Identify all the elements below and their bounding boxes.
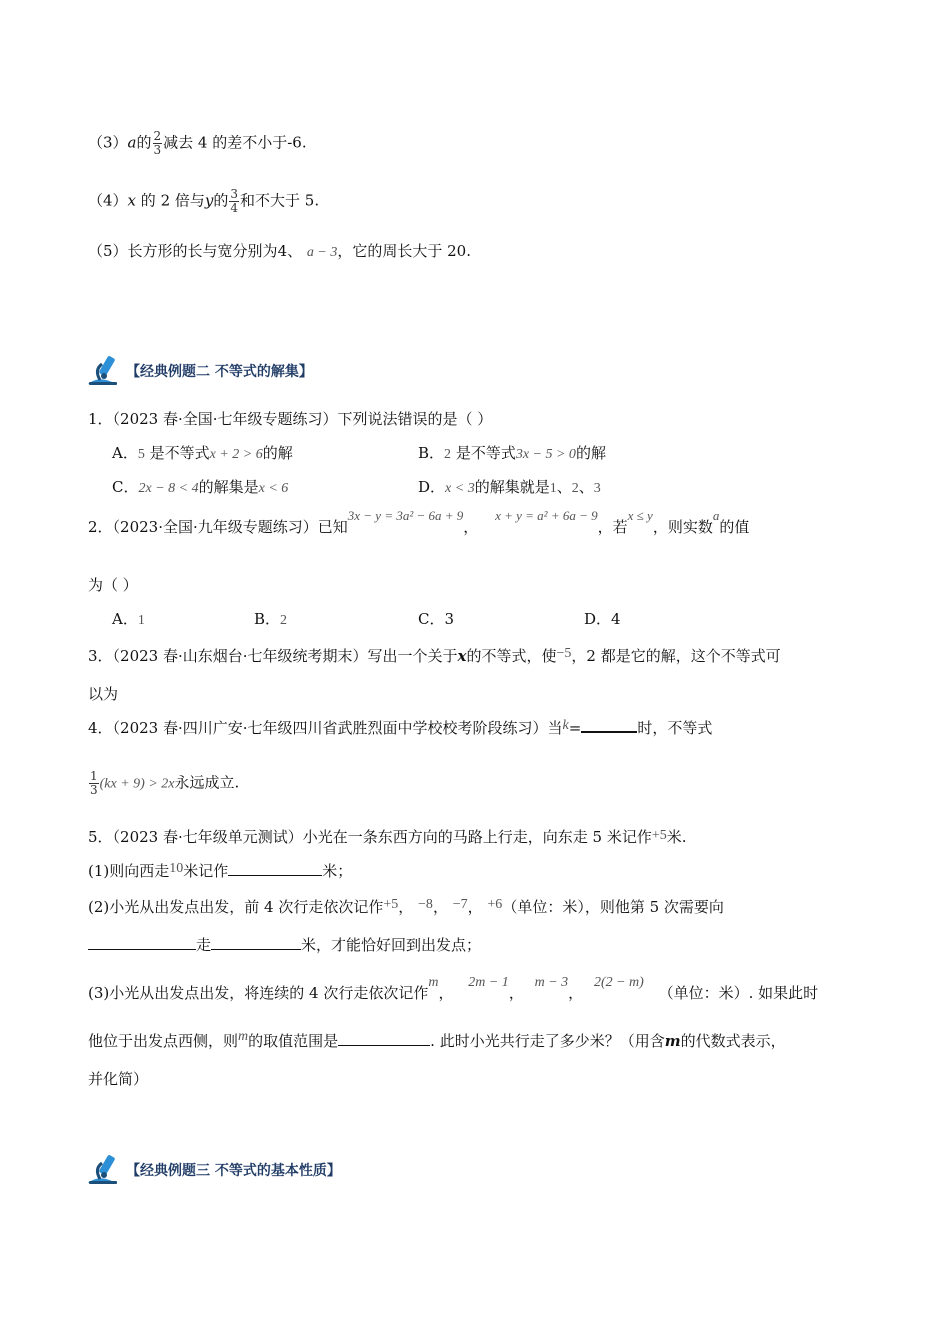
q5-part-2: (2)小光从出发点出发，前 4 次行走依次记作+5， −8， −7， +6（单位：米），则他第 5 次需要向: [88, 897, 724, 916]
q2-option-d: D．4: [584, 610, 621, 628]
q5-part-3: (3)小光从出发点出发，将连续的 4 次行走依次记作m， 2m − 1， m − 3， 2(2 − m) （单位：米）. 如果此时: [88, 975, 819, 1002]
q1-option-d: D．x < 3的解集就是1、2、3: [418, 478, 601, 496]
item-5: （5）长方形的长与宽分别为4、 a − 3，它的周长大于 20.: [88, 242, 471, 260]
q1-option-a: A．5 是不等式x + 2 > 6的解: [112, 444, 293, 462]
q1-option-b: B．2 是不等式3x − 5 > 0的解: [418, 444, 606, 462]
item-3: （3）a的 $\frac{2}{3}$ 减去 4 的差不小于-6.: [88, 129, 307, 157]
question-3-line-1: 3．（2023 春·山东烟台·七年级统考期末）写出一个关于x的不等式，使−5，2 都是它的解，这个不等式可: [88, 646, 781, 665]
q1-option-c: C．2x − 8 < 4的解集是x < 6: [112, 478, 289, 496]
question-2-cont: 为（ ）: [88, 576, 138, 594]
q5-distance-blank[interactable]: [211, 935, 301, 950]
question-5-stem: 5．（2023 春·七年级单元测试）小光在一条东西方向的马路上行走，向东走 5 米记作+5米.: [88, 828, 687, 846]
q5-part1-blank[interactable]: [228, 861, 322, 876]
q5-part-3-end: 并化简）: [88, 1070, 149, 1088]
section-heading-2: 【经典例题二 不等式的解集】: [86, 353, 313, 389]
question-3-line-2: 以为: [88, 685, 119, 703]
section-heading-3: 【经典例题三 不等式的基本性质】: [86, 1152, 341, 1188]
item-4: （4）x 的 2 倍与y的 $\frac{3}{4}$ 和不大于 5.: [88, 187, 320, 215]
fraction-2-3: $\frac{2}{3}$: [153, 129, 162, 157]
fraction-3-4: $\frac{3}{4}$: [230, 187, 239, 215]
microscope-icon: [86, 352, 124, 390]
q5-range-blank[interactable]: [338, 1031, 430, 1046]
q5-part-2-cont: 走 米，才能恰好回到出发点；: [88, 934, 481, 956]
question-1-stem: 1．（2023 春·全国·七年级专题练习）下列说法错误的是（ ）: [88, 410, 493, 428]
q5-part-3-cont: 他位于出发点西侧，则m的取值范围是 . 此时小光共行走了多少米？（用含m的代数式表示，: [88, 1029, 786, 1050]
q2-option-b: B．2: [254, 610, 288, 628]
q2-option-c: C．3: [418, 610, 455, 628]
question-4-line-2: $\frac{1}{3}$ (kx + 9) > 2x永远成立.: [90, 769, 240, 797]
q4-answer-blank[interactable]: [581, 717, 637, 733]
question-4-line-1: 4．（2023 春·四川广安·七年级四川省武胜烈面中学校校考阶段练习）当k= 时，不等式: [88, 718, 713, 737]
question-2-stem: 2．（2023·全国·九年级专题练习）已知3x − y = 3a² − 6a + 9， x + y = a² + 6a − 9，若x ≤ y，则实数a的值: [88, 508, 750, 536]
q2-option-a: A．1: [112, 610, 145, 628]
q5-direction-blank[interactable]: [88, 935, 196, 950]
microscope-icon: [86, 1151, 124, 1189]
fraction-1-3: $\frac{1}{3}$: [90, 769, 98, 797]
q5-part-1: (1)则向西走10米记作 米；: [88, 861, 353, 880]
